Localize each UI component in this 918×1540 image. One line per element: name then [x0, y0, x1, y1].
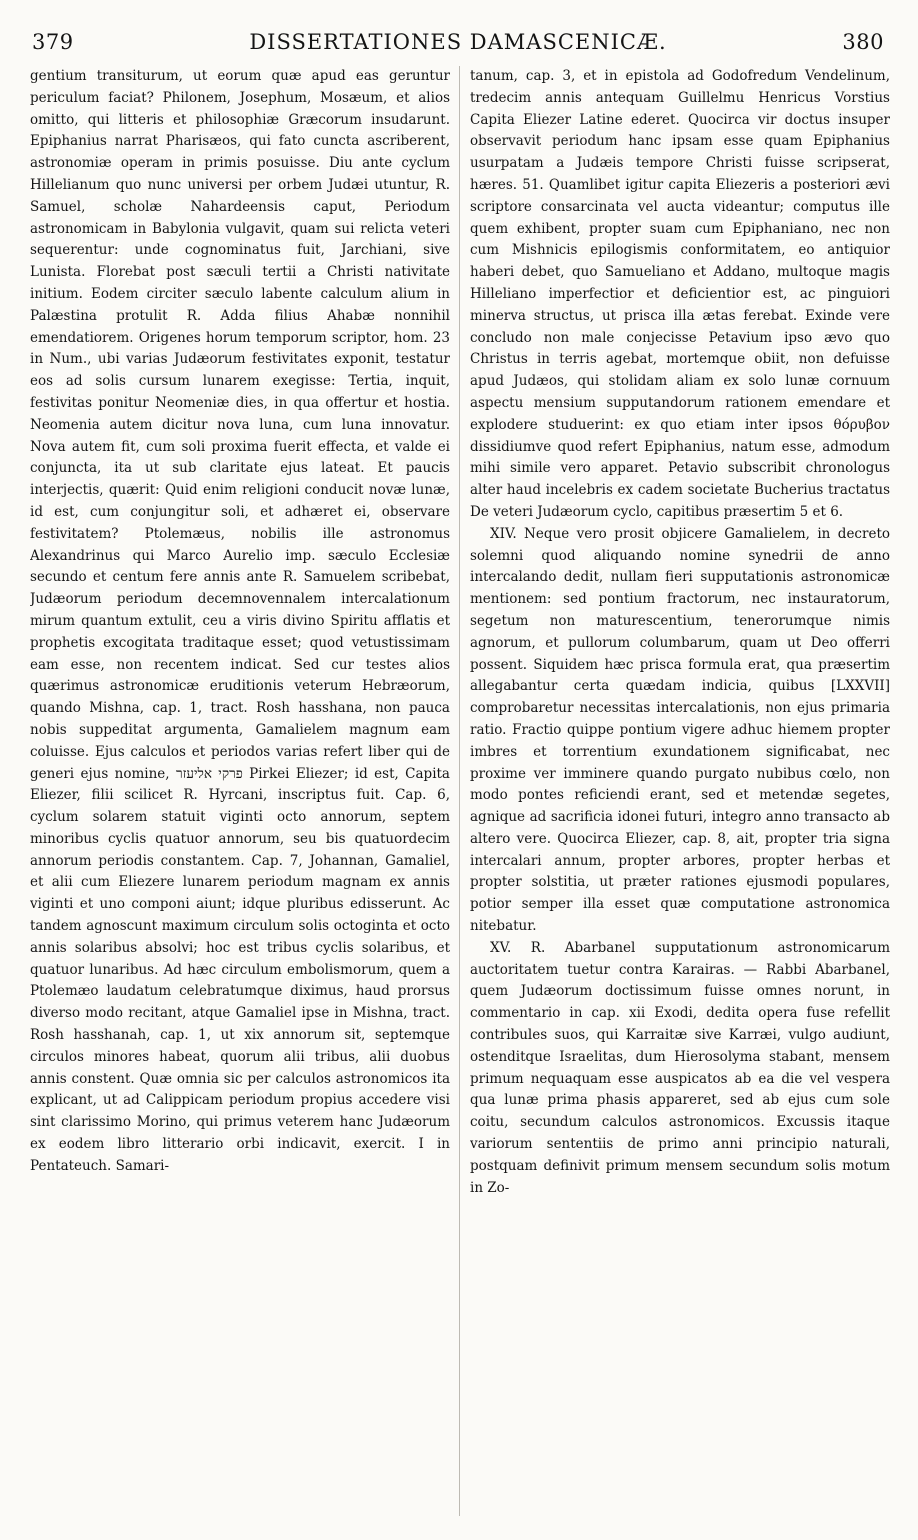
left-column: [30, 66, 450, 1526]
left-paragraph: gentium transiturum, ut eorum quæ apud eas geruntur periculum faciat? Philonem, Josephum, Mosæum, et alios omitto, qui litteris et philosophiæ Græcorum insudarunt. Epiphanius narrat Pharisæos, qui fato cuncta ascriberent, astronomiæ operam in primis posuisse. Diu ante cyclum Hillelianum quo nunc universi per orbem Judæi utuntur, R. Samuel, scholæ Nahardeensis caput, Periodum astronomicam in Babylonia vulgavit, quam sui relicta veteri sequerentur: unde cognominatus fuit, Jarchiani, sive Lunista. Florebat post sæculi tertii a Christi nativitate initium. Eodem circiter sæculo labente calculum alium in Palæstina protulit R. Adda filius Ahabæ nonnihil emendatiorem. Origenes horum temporum scriptor, hom. 23 in Num., ubi varias Judæorum festivitates exponit, testatur eos ad solis cursum lunarem exegisse: Tertia, inquit, festivitas ponitur Neomeniæ dies, in qua offertur et hostia. Neomenia autem dicitur nova luna, cum luna innovatur. Nova autem fit, cum soli proxima fuerit effecta, et valde ei conjuncta, ita ut sub claritate ejus lateat. Et paucis interjectis, quærit: Quid enim religioni conducit novæ lunæ, id est, cum conjungitur soli, et adhæret ei, observare festivitatem? Ptolemæus, nobilis ille astronomus Alexandrinus qui Marco Aurelio imp. sæculo Ecclesiæ secundo et centum fere annis ante R. Samuelem scribebat, Judæorum periodum decemnovennalem intercalationum mirum quantum extulit, ceu a viris divino Spiritu afflatis et prophetis excogitata traditaque esset; quod vetustissimam eam esse, non recentem indicat. Sed cur testes alios quærimus astronomicæ eruditionis veterum Hebræorum, quando Mishna, cap. 1, tract. Rosh hasshana, non pauca nobis suppeditat argumenta, Gamalielem magnum eam coluisse. Ejus calculos et periodos varias refert liber qui de generi ejus nomine, פרקי אליעזר Pirkei Eliezer; id est, Capita Eliezer, filii scilicet R. Hyrcani, inscriptus fuit. Cap. 6, cyclum solarem statuit viginti octo annorum, septem minoribus cyclis quatuor annorum, seu bis quatuordecim annorum periodis constantem. Cap. 7, Johannan, Gamaliel, et alii cum Eliezere lunarem periodum magnam ex annis viginti et uno componi aiunt; idque pluribus edisserunt. Ac tandem agnoscunt maximum circulum solis octoginta et octo annis solaribus absolvi; hoc est tribus cyclis solaribus, et quatuor lunaribus. Ad hæc circulum embolismorum, quem a Ptolemæo laudatum celebratumque diximus, haud prorsus diverso modo recitant, atque Gamaliel ipse in Mishna, tract. Rosh hasshanah, cap. 1, ut xix annorum sit, septemque circulos minores habeat, quorum alii tribus, alii duobus annis constent. Quæ omnia sic per calculos astronomicos ita explicant, ut ad Calippicam periodum propius accedere visi sint clarissimo Morino, qui primus veterem hanc Judæorum ex eodem libro litterario orbi indicavit, exercit. I in Pentateuch. Samari-: [30, 68, 450, 1174]
running-title: DISSERTATIONES DAMASCENICÆ.: [249, 30, 667, 54]
page-number-right: 380: [842, 30, 884, 54]
page-header: [32, 30, 884, 64]
right-paragraph-1: tanum, cap. 3, et in epistola ad Godofredum Vendelinum, tredecim annis antequam Guillelmu Henricus Vorstius Capita Eliezer Latine ederet. Quocirca vir doctus insuper observavit periodum hanc ipsam esse quam Epiphanius usurpatam a Judæis tempore Christi fuisse scripserat, hæres. 51. Quamlibet igitur capita Eliezeris a posteriori ævi scriptore consarcinata vel aucta videantur; computus ille quem exhibent, propter suam cum Epiphaniano, nec non cum Mishnicis epilogismis conformitatem, eo antiquior haberi debet, quo Samueliano et Addano, multoque magis Hilleliano imperfectior et deficientior est, ac pinguiori minerva structus, ut prisca illa ætas ferebat. Exinde vere concludo non male conjecisse Petavium ipso ævo quo Christus in terris agebat, mortemque obiit, non defuisse apud Judæos, qui stolidam aliam ex solo lunæ cornuum aspectu mensium supputandorum rationem emendare et explodere studuerint: ex quo etiam inter ipsos θόρυβον dissidiumve quod refert Epiphanius, natum esse, admodum mihi simile vero apparet. Petavio subscribit chronologus alter haud incelebris ex cadem societate Bucherius tractatus De veteri Judæorum cyclo, capitibus præsertim 5 et 6.: [470, 68, 890, 520]
right-column: [470, 66, 890, 1446]
right-paragraph-section-xiv: XIV. Neque vero prosit objicere Gamalielem, in decreto solemni quod aliquando nomine synedrii de anno intercalando dedit, nullam fieri supputationis astronomicæ mentionem: sed pontium fractorum, nec instauratorum, segetum non maturescentium, tenerorumque nimis agnorum, et pullorum columbarum, quam ut Deo offerri possent. Siquidem hæc prisca formula erat, qua præsertim allegabantur certa quædam indicia, quibus [LXXVII] comprobaretur necessitas intercalationis, non ejus primaria ratio. Fractio quippe pontium vigere adhuc hiemem propter imbres et torrentium exundationem significabat, nec proxime ver imminere quando purgato nubibus cœlo, non modo pontes reficiendi erant, sed et metendæ segetes, agnique ad sacrificia idonei futuri, integro anno transacto ab altero vere. Quocirca Eliezer, cap. 8, ait, propter tria signa intercalari annum, propter arbores, propter herbas et propter solstitia, ut præter rationes ejusmodi populares, potior semper illa esset quæ computatione astronomica nitebatur.: [470, 525, 890, 935]
page-number-left: 379: [32, 30, 74, 54]
right-paragraph-section-xv: XV. R. Abarbanel supputationum astronomicarum auctoritatem tuetur contra Karairas. — Rabbi Abarbanel, quem Judæorum doctissimum fuisse omnes norunt, in commentario in cap. xii Exodi, dedita opera fuse refellit contribules suos, qui Karraitæ sive Karræi, vulgo audiunt, ostenditque Israelitas, dum Hierosolyma stabant, mensem primum nequaquam esse auspicatos ab ea die vel vespera qua lunæ prima phasis appareret, sed ab ejus cum sole coitu, secundum calculos astronomicos. Excussis itaque variorum sententiis de primo anni principio naturali, postquam definivit primum mensem secundum solis motum in Zo-: [470, 939, 890, 1196]
column-divider: [459, 66, 460, 1516]
